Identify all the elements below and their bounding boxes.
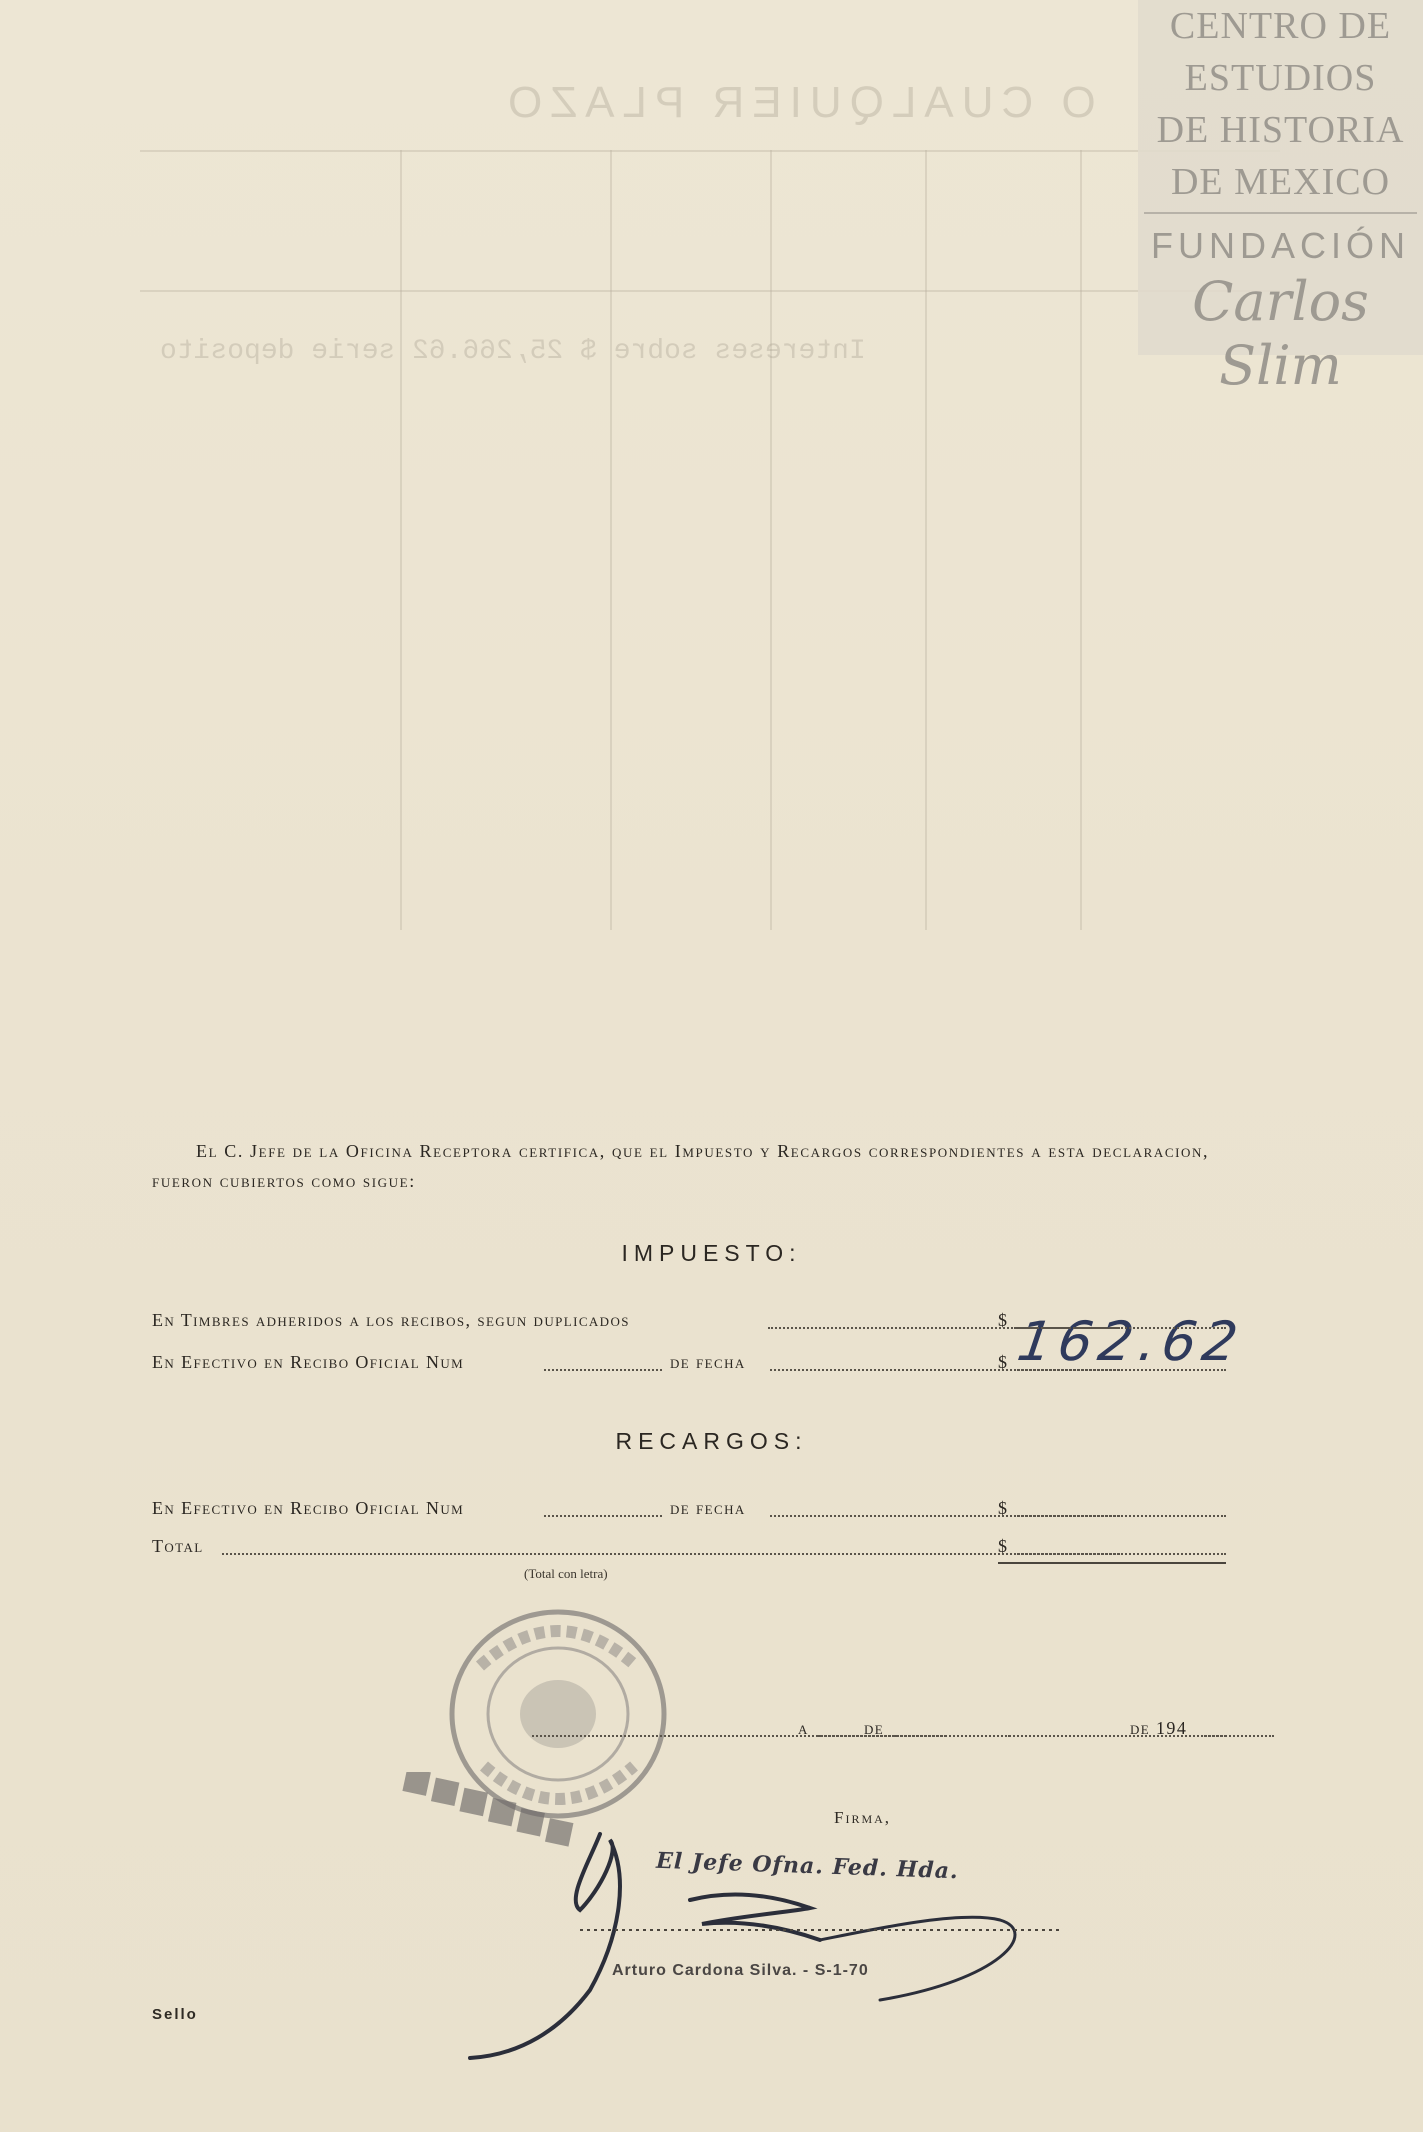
date-year-label: de 194 <box>1130 1718 1188 1738</box>
total-underline <box>998 1562 1226 1564</box>
currency-sign: $ <box>998 1310 1009 1330</box>
certification-paragraph: El C. Jefe de la Oficina Receptora certifica, que el Impuesto y Recargos correspondientes a esta declaracion, fueron cubiertos como sigue: <box>152 1141 1210 1191</box>
recargos-efectivo-row <box>152 1498 1227 1526</box>
impuesto-efectivo-row <box>152 1352 1227 1380</box>
date-line-row <box>152 1718 1227 1746</box>
watermark-line: ESTUDIOS <box>1184 57 1377 99</box>
timbres-label: En Timbres adheridos a los recibos, segun duplicados <box>152 1310 630 1330</box>
show-through-rule <box>770 150 772 930</box>
sello-label: Sello <box>152 2006 198 2023</box>
officer-name: Arturo Cardona Silva. - S-1-70 <box>612 1962 869 1979</box>
watermark-divider <box>1144 212 1417 214</box>
amount-line <box>1014 1515 1226 1517</box>
show-through-rule <box>610 150 612 930</box>
fecha-label: de fecha <box>670 1352 746 1372</box>
firma-label: Firma, <box>834 1808 892 1827</box>
total-con-letra-note: (Total con letra) <box>524 1566 608 1581</box>
show-through-rule <box>400 150 402 930</box>
archive-watermark <box>1138 0 1423 397</box>
total-row <box>152 1536 1227 1564</box>
year-field <box>1204 1735 1226 1737</box>
handwritten-signature-icon <box>440 1820 1060 2060</box>
show-through-rule <box>140 150 1280 152</box>
watermark-line: DE HISTORIA <box>1156 109 1405 151</box>
show-through-typewriting: Intereses sobre $ 25,266.62 serie deposito <box>160 336 866 367</box>
currency-sign: $ <box>998 1352 1009 1372</box>
watermark-line: DE MEXICO <box>1170 161 1391 203</box>
show-through-rule <box>1080 150 1082 930</box>
show-through-rule <box>925 150 927 930</box>
watermark-fundacion: FUNDACIÓN <box>1151 225 1410 266</box>
total-label: Total <box>152 1536 204 1556</box>
total-amount-line <box>1014 1553 1226 1555</box>
currency-sign: $ <box>998 1536 1009 1556</box>
show-through-rule <box>140 290 1280 292</box>
jefe-stamp-text: El Jefe Ofna. Fed. Hda. <box>655 1847 960 1885</box>
fecha-label: de fecha <box>670 1498 746 1518</box>
receipt-number-field <box>544 1369 662 1371</box>
date-de-label: de <box>864 1718 885 1738</box>
watermark-signature: Carlos Slim <box>1192 270 1369 397</box>
watermark-line: CENTRO DE <box>1169 5 1392 47</box>
timbres-amount: 162.62 <box>1013 1310 1248 1373</box>
receipt-number-field <box>544 1515 662 1517</box>
recargos-heading: RECARGOS: <box>615 1428 808 1454</box>
amount-line <box>1014 1369 1226 1371</box>
impuesto-heading: IMPUESTO: <box>621 1240 802 1266</box>
date-a-label: a <box>798 1718 809 1738</box>
currency-sign: $ <box>998 1498 1009 1518</box>
show-through-text: O CUALQUIER PLAZO <box>500 78 1096 127</box>
efectivo-label: En Efectivo en Recibo Oficial Num <box>152 1498 465 1518</box>
total-words-field <box>222 1553 1120 1555</box>
amount-line <box>1014 1327 1226 1329</box>
efectivo-label: En Efectivo en Recibo Oficial Num <box>152 1352 465 1372</box>
